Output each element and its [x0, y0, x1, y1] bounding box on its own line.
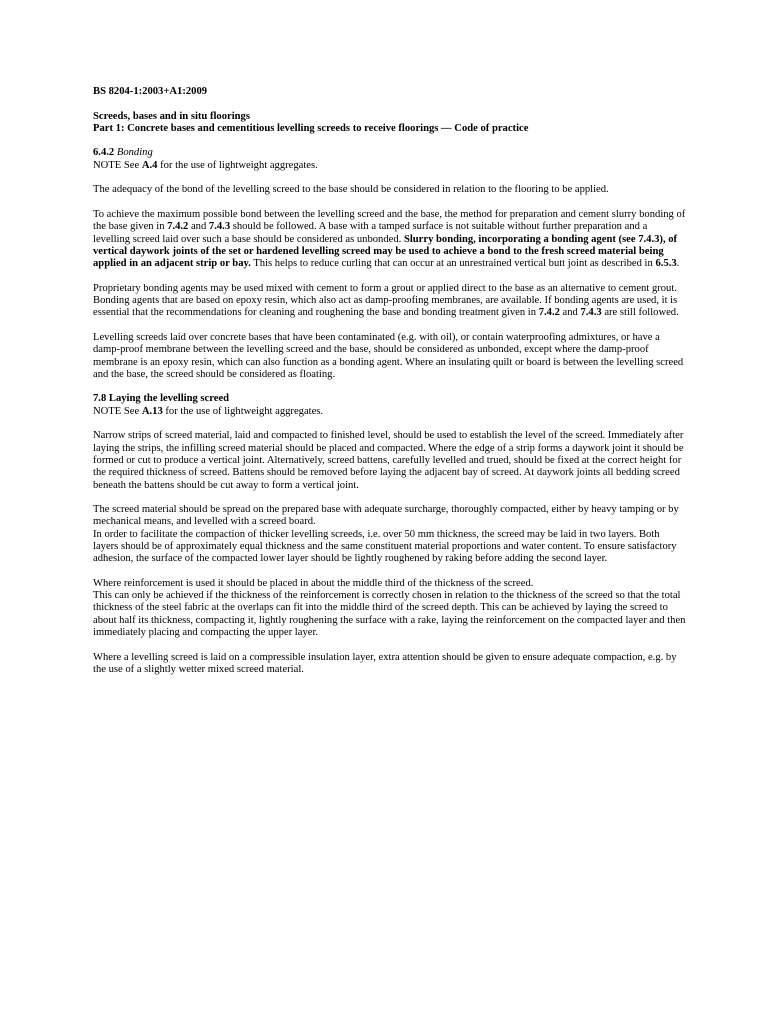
amendment-text: Slurry bonding, incorporating a bonding agent (see 7.4.3), of vertical daywork joints of the set or hardened levelling screed may be used to achieve a bond to the fresh screed material being applied in an adjacent strip or bay. [93, 233, 678, 270]
paragraph [93, 209, 686, 270]
document-part-title: Part 1: Concrete bases and cementitious levelling screeds to receive floorings — Code of practice [93, 122, 529, 134]
paragraph: In order to facilitate the compaction of thicker levelling screeds, i.e. over 50 mm thickness, the screed may be laid in two layers. Both layers should be of approximately equal thickness and the same constituent material proportions and water content. To ensure satisfactory adhesion, the surface of the compacted lower layer should be lightly roughened by raking before adding the second layer. [93, 528, 677, 565]
text: and [188, 221, 209, 233]
clause-reference: A.13 [141, 405, 163, 417]
clause-reference: 6.5.3 [655, 258, 677, 270]
text: are still followed. [601, 307, 679, 319]
section-heading-7-8: 7.8 Laying the levelling screed [93, 393, 230, 405]
note-text: NOTE See [93, 405, 142, 417]
clause-reference: 7.4.2 [167, 221, 189, 233]
clause-reference: 7.4.3 [208, 221, 231, 233]
paragraph: Narrow strips of screed material, laid and compacted to finished level, should be used to establish the level of the screed. Immediately after laying the strips, the infilling screed material should be placed and compacted. Where the edge of a strip forms a daywork joint it should be formed or cut to produce a vertical joint. Alternatively, screed battens, carefully levelled and trued, should be fixed at the correct height for the required thickness of screed. Battens should be removed before laying the adjacent bay of screed. At daywork joints all bedding screed beneath the battens should be cut away to form a vertical joint. [93, 430, 684, 491]
paragraph: Levelling screeds laid over concrete bases that have been contaminated (e.g. with oil), or contain waterproofing admixtures, or have a damp-proof membrane between the levelling screed and the base, should be considered as unbonded, except where the damp-proof membrane is an epoxy resin, which can also function as a bonding agent. Where an insulating quilt or board is between the levelling screed and the base, the screed should be considered as floating. [93, 331, 684, 380]
section-heading-6-4-2 [93, 147, 686, 159]
note [93, 160, 686, 172]
note [93, 406, 686, 418]
text: . [676, 258, 680, 270]
paragraph [93, 283, 686, 320]
standard-number: BS 8204-1:2003+A1:2009 [93, 86, 208, 97]
text: To achieve the maximum possible bond between the levelling screed and the base, the method for preparation and cement slurry bonding of the base given in [93, 208, 686, 233]
document-title: Screeds, bases and in situ floorings [93, 110, 250, 122]
paragraph: This can only be achieved if the thickness of the reinforcement is correctly chosen in relation to the thickness of the screed so that the total thickness of the steel fabric at the overlaps can fit into the middle third of the screed depth. This can be achieved by laying the screed to about half its thickness, compacting it, lightly roughening the surface with a rake, laying the reinforcement on the compacted layer and then immediately placing and compacting the upper layer. [93, 590, 686, 639]
paragraph: The adequacy of the bond of the levelling screed to the base should be considered in relation to the flooring to be applied. [93, 184, 609, 196]
section-title: Bonding [116, 147, 153, 159]
paragraph: Where reinforcement is used it should be placed in about the middle third of the thickness of the screed. [93, 577, 534, 589]
paragraph: Where a levelling screed is laid on a compressible insulation layer, extra attention should be given to ensure adequate compaction, e.g. by the use of a slightly wetter mixed screed material. [93, 651, 677, 675]
clause-reference: 7.4.2 [538, 307, 560, 319]
paragraph: The screed material should be spread on the prepared base with adequate surcharge, thoroughly compacted, either by heavy tamping or by mechanical means, and levelled with a screed board. [93, 504, 679, 528]
clause-reference: A.4 [141, 159, 158, 171]
text: This helps to reduce curling that can occur at an unrestrained vertical butt joint as described in [250, 258, 656, 270]
section-number: 6.4.2 [93, 147, 115, 159]
clause-reference: 7.4.3 [580, 307, 602, 319]
note-text: for the use of lightweight aggregates. [162, 405, 324, 417]
text: Proprietary bonding agents may be used mixed with cement to form a grout or applied direct to the base as an alternative to cement grout. Bonding agents that are based on epoxy resin, which also act as damp-proofing membranes, are available. If bonding agents are used, it is essential that the recommendations for cleaning and roughening the base and bonding treatment given in [93, 282, 678, 319]
note-text: for the use of lightweight aggregates. [157, 159, 318, 171]
text: should be followed. A base with a tamped surface is not suitable without further preparation and a levelling screed laid over such a base should be considered as unbonded. [93, 221, 648, 245]
note-text: NOTE See [93, 159, 142, 171]
text: and [559, 307, 581, 319]
